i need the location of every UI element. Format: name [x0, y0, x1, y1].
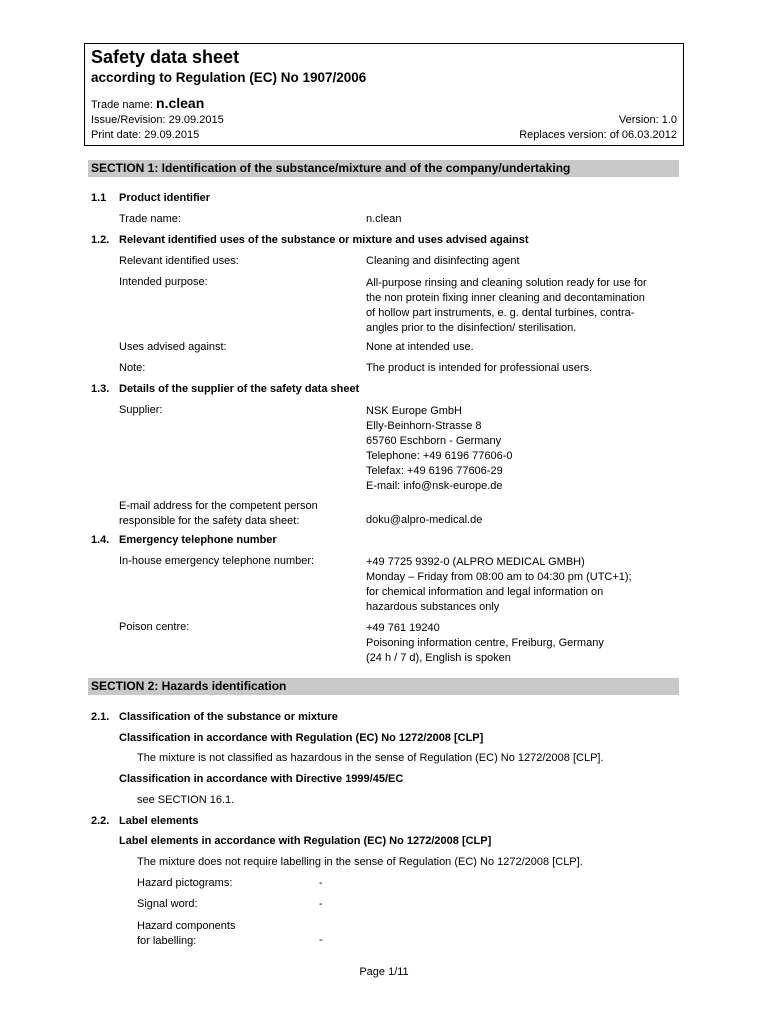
s2-2-number: 2.2.: [91, 815, 110, 827]
text-line: for labelling:: [137, 935, 197, 947]
uses-advised-against-value: None at intended use.: [366, 341, 474, 353]
s2-2-title: Label elements: [119, 815, 199, 827]
directive-classification-text: see SECTION 16.1.: [137, 794, 235, 806]
text-line: Hazard components: [137, 920, 236, 932]
supplier-label: Supplier:: [119, 404, 163, 416]
text-line: responsible for the safety data sheet:: [119, 515, 300, 527]
note-value: The product is intended for professional users.: [366, 362, 593, 374]
text-line: Monday – Friday from 08:00 am to 04:30 pm (UTC+1);: [366, 571, 632, 583]
section-1-heading: SECTION 1: Identification of the substance/mixture and of the company/undertaking: [88, 160, 679, 177]
text-line: Poisoning information centre, Freiburg, Germany: [366, 637, 604, 649]
s1-4-title: Emergency telephone number: [119, 534, 277, 546]
competent-email-value: doku@alpro-medical.de: [366, 514, 483, 526]
s1-3-number: 1.3.: [91, 383, 110, 395]
s1-4-number: 1.4.: [91, 534, 110, 546]
print-date: Print date: 29.09.2015: [91, 129, 200, 141]
clp-label-elements-text: The mixture does not require labelling in the sense of Regulation (EC) No 1272/2008 [CLP].: [137, 856, 583, 868]
text-line: Elly-Beinhorn-Strasse 8: [366, 420, 482, 432]
header-trade-name-label: Trade name:: [91, 99, 153, 111]
text-line: the non protein fixing inner cleaning and decontamination: [366, 292, 645, 304]
text-line: Telephone: +49 6196 77606-0: [366, 450, 513, 462]
version: Version: 1.0: [618, 114, 677, 126]
text-line: 65760 Eschborn - Germany: [366, 435, 502, 447]
clp-classification-text: The mixture is not classified as hazardous in the sense of Regulation (EC) No 1272/2008 [CLP].: [137, 752, 604, 764]
page-number: Page 1/11: [359, 966, 409, 978]
poison-centre-label: Poison centre:: [119, 621, 190, 633]
competent-email-label: [119, 499, 318, 529]
section-2-heading: SECTION 2: Hazards identification: [88, 678, 679, 695]
text-line: +49 7725 9392-0 (ALPRO MEDICAL GMBH): [366, 556, 585, 568]
hazard-pictograms-value: -: [319, 877, 323, 889]
s1-2-number: 1.2.: [91, 234, 110, 246]
header-trade-name: [91, 95, 204, 111]
supplier-email: E-mail: info@nsk-europe.de: [366, 480, 503, 492]
hazard-components-value: -: [319, 934, 323, 946]
text-line: E-mail address for the competent person: [119, 500, 318, 512]
text-line: Telefax: +49 6196 77606-29: [366, 465, 503, 477]
document-subtitle: according to Regulation (EC) No 1907/2006: [91, 70, 367, 85]
text-line: All-purpose rinsing and cleaning solution ready for use for: [366, 277, 647, 289]
clp-classification-title: Classification in accordance with Regulation (EC) No 1272/2008 [CLP]: [119, 732, 484, 744]
inhouse-phone-value: [366, 555, 632, 615]
clp-label-elements-title: Label elements in accordance with Regulation (EC) No 1272/2008 [CLP]: [119, 835, 492, 847]
s2-1-title: Classification of the substance or mixture: [119, 711, 338, 723]
issue-revision: Issue/Revision: 29.09.2015: [91, 114, 224, 126]
s1-2-title: Relevant identified uses of the substance or mixture and uses advised against: [119, 234, 529, 246]
text-line: for chemical information and legal information on: [366, 586, 604, 598]
signal-word-value: -: [319, 898, 323, 910]
s1-3-title: Details of the supplier of the safety data sheet: [119, 383, 360, 395]
text-line: angles prior to the disinfection/ sterilisation.: [366, 322, 577, 334]
trade-name-value: n.clean: [366, 213, 402, 225]
inhouse-phone-label: In-house emergency telephone number:: [119, 555, 315, 567]
header-trade-name-value: n.clean: [156, 95, 205, 111]
s2-1-number: 2.1.: [91, 711, 110, 723]
intended-purpose-label: Intended purpose:: [119, 276, 208, 288]
s1-1-number: 1.1: [91, 192, 107, 204]
document-title: Safety data sheet: [91, 47, 240, 67]
note-label: Note:: [119, 362, 146, 374]
identified-uses-value: Cleaning and disinfecting agent: [366, 255, 520, 267]
uses-advised-against-label: Uses advised against:: [119, 341, 227, 353]
replaces-version: Replaces version: of 06.03.2012: [519, 129, 677, 141]
text-line: +49 761 19240: [366, 622, 440, 634]
signal-word-label: Signal word:: [137, 898, 198, 910]
poison-centre-value: [366, 621, 604, 666]
text-line: (24 h / 7 d), English is spoken: [366, 652, 511, 664]
text-line: hazardous substances only: [366, 601, 500, 613]
hazard-pictograms-label: Hazard pictograms:: [137, 877, 233, 889]
supplier-address: [366, 404, 513, 494]
text-line: NSK Europe GmbH: [366, 405, 462, 417]
intended-purpose-value: [366, 276, 647, 336]
directive-classification-title: Classification in accordance with Directive 1999/45/EC: [119, 773, 404, 785]
trade-name-label: Trade name:: [119, 213, 181, 225]
hazard-components-label: [137, 919, 235, 949]
identified-uses-label: Relevant identified uses:: [119, 255, 239, 267]
s1-1-title: Product identifier: [119, 192, 211, 204]
text-line: of hollow part instruments, e. g. dental turbines, contra-: [366, 307, 635, 319]
